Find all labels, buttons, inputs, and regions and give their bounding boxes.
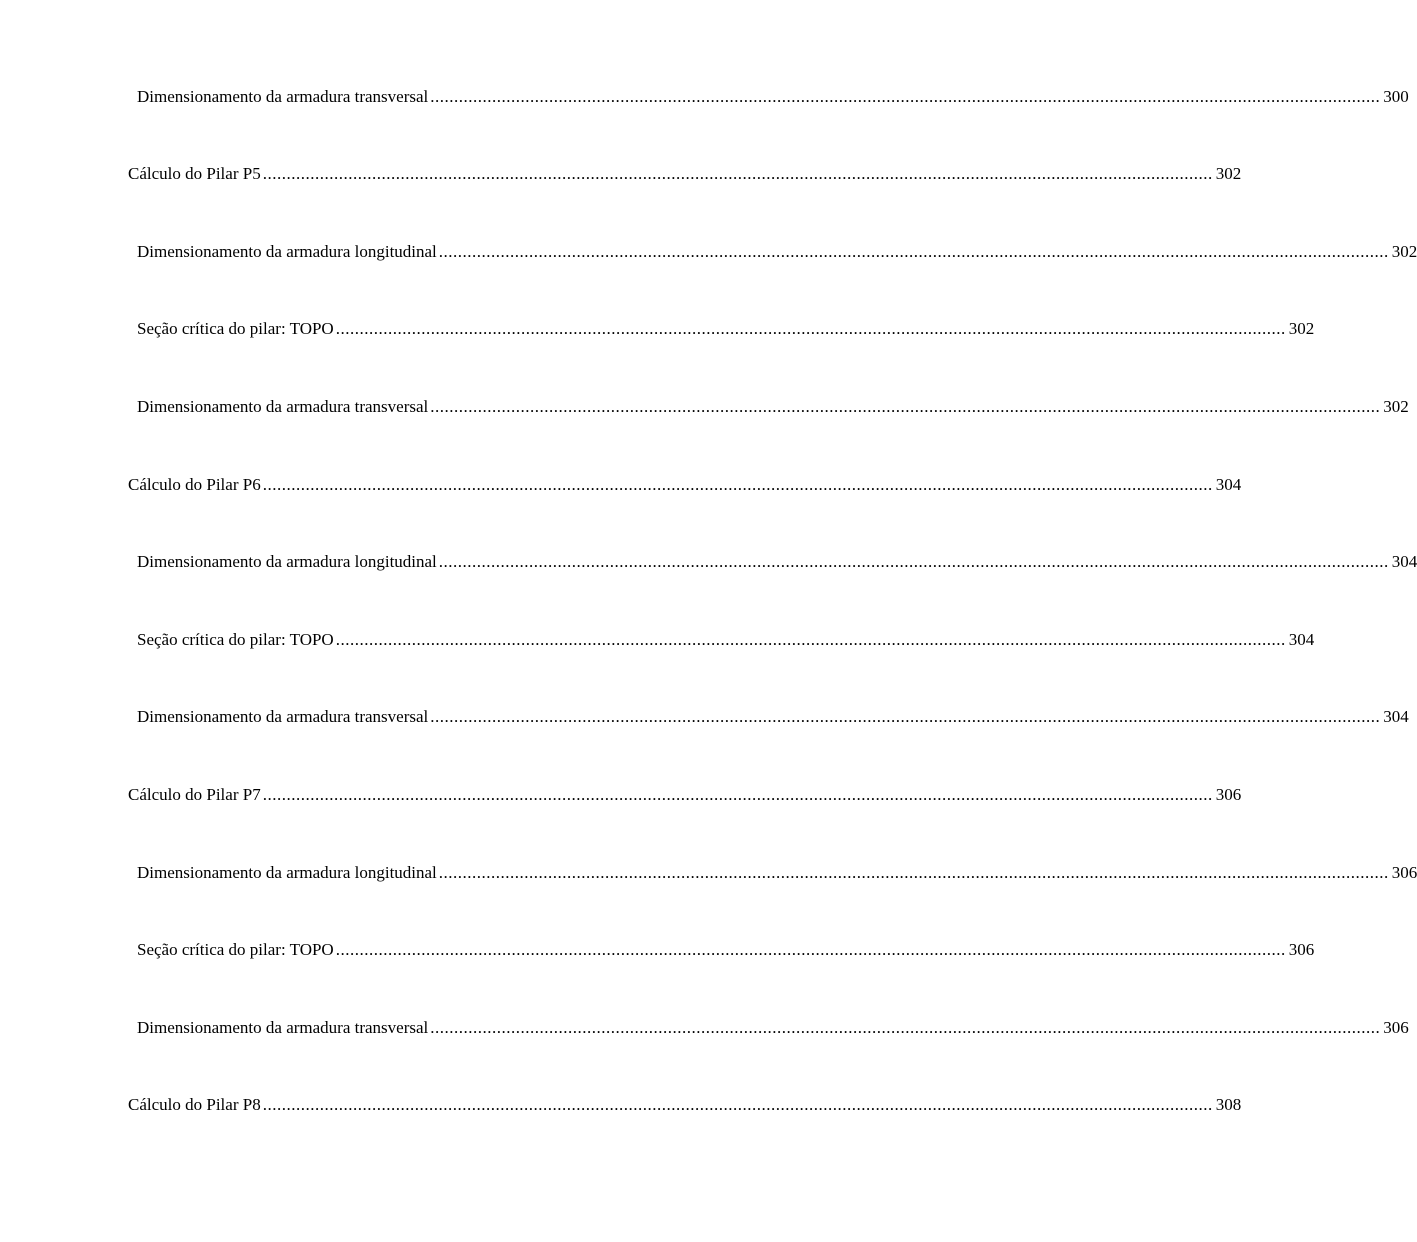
toc-entry-title: Dimensionamento da armadura transversal bbox=[137, 87, 429, 106]
toc-entry[interactable] bbox=[137, 939, 1315, 961]
toc-entry-page: 306 bbox=[1215, 785, 1242, 804]
toc-entry[interactable] bbox=[128, 163, 1242, 185]
toc-entry-page: 306 bbox=[1391, 863, 1417, 882]
toc-entry-title: Cálculo do Pilar P6 bbox=[128, 475, 261, 494]
toc-entry[interactable] bbox=[128, 1094, 1242, 1116]
toc-dot-leader: ........................................................................................................................................................................................................ bbox=[430, 87, 1381, 106]
toc-entry[interactable] bbox=[137, 862, 1417, 884]
toc-entry-title: Seção crítica do pilar: TOPO bbox=[137, 630, 334, 649]
toc-dot-leader: ........................................................................................................................................................................................................ bbox=[430, 707, 1381, 726]
toc-entry-page: 302 bbox=[1383, 397, 1409, 416]
toc-entry[interactable] bbox=[137, 318, 1315, 340]
toc-dot-leader: ........................................................................................................................................................................................................ bbox=[438, 552, 1389, 571]
toc-entry-page: 302 bbox=[1391, 242, 1417, 261]
toc-dot-leader: ........................................................................................................................................................................................................ bbox=[438, 863, 1389, 882]
toc-dot-leader: ........................................................................................................................................................................................................ bbox=[262, 475, 1213, 494]
toc-entry[interactable] bbox=[137, 1017, 1409, 1039]
toc-entry-title: Seção crítica do pilar: TOPO bbox=[137, 319, 334, 338]
toc-entry-title: Dimensionamento da armadura longitudinal bbox=[137, 242, 437, 261]
toc-entry-title: Cálculo do Pilar P7 bbox=[128, 785, 261, 804]
toc-entry-title: Dimensionamento da armadura longitudinal bbox=[137, 552, 437, 571]
toc-dot-leader: ........................................................................................................................................................................................................ bbox=[262, 1095, 1213, 1114]
toc-entry-page: 304 bbox=[1391, 552, 1417, 571]
toc-entry-title: Dimensionamento da armadura transversal bbox=[137, 707, 429, 726]
toc-dot-leader: ........................................................................................................................................................................................................ bbox=[335, 319, 1286, 338]
toc-entry-title: Seção crítica do pilar: TOPO bbox=[137, 940, 334, 959]
toc-entry-page: 302 bbox=[1288, 319, 1315, 338]
toc-entry-page: 302 bbox=[1215, 164, 1242, 183]
toc-entry-page: 304 bbox=[1288, 630, 1315, 649]
toc-entry[interactable] bbox=[137, 241, 1417, 263]
toc-entry-page: 306 bbox=[1288, 940, 1315, 959]
toc-entry-page: 306 bbox=[1383, 1018, 1409, 1037]
toc-entry-title: Cálculo do Pilar P5 bbox=[128, 164, 261, 183]
toc-entry-page: 308 bbox=[1215, 1095, 1242, 1114]
toc-entry-title: Dimensionamento da armadura transversal bbox=[137, 397, 429, 416]
toc-dot-leader: ........................................................................................................................................................................................................ bbox=[430, 397, 1381, 416]
toc-dot-leader: ........................................................................................................................................................................................................ bbox=[262, 164, 1213, 183]
toc-dot-leader: ........................................................................................................................................................................................................ bbox=[335, 630, 1286, 649]
toc-dot-leader: ........................................................................................................................................................................................................ bbox=[438, 242, 1389, 261]
toc-dot-leader: ........................................................................................................................................................................................................ bbox=[262, 785, 1213, 804]
toc-dot-leader: ........................................................................................................................................................................................................ bbox=[430, 1018, 1381, 1037]
toc-entry-page: 300 bbox=[1383, 87, 1409, 106]
toc-entry[interactable] bbox=[137, 551, 1417, 573]
toc-entry[interactable] bbox=[137, 396, 1409, 418]
toc-entry-title: Dimensionamento da armadura longitudinal bbox=[137, 863, 437, 882]
toc-entry[interactable] bbox=[137, 86, 1409, 108]
toc-entry[interactable] bbox=[128, 474, 1242, 496]
toc-entry-title: Cálculo do Pilar P8 bbox=[128, 1095, 261, 1114]
toc-entry[interactable] bbox=[128, 784, 1242, 806]
toc-entry-title: Dimensionamento da armadura transversal bbox=[137, 1018, 429, 1037]
toc-entry[interactable] bbox=[137, 629, 1315, 651]
toc-entry-page: 304 bbox=[1215, 475, 1242, 494]
toc-dot-leader: ........................................................................................................................................................................................................ bbox=[335, 940, 1286, 959]
toc-entry-page: 304 bbox=[1383, 707, 1409, 726]
toc-entry[interactable] bbox=[137, 706, 1409, 728]
